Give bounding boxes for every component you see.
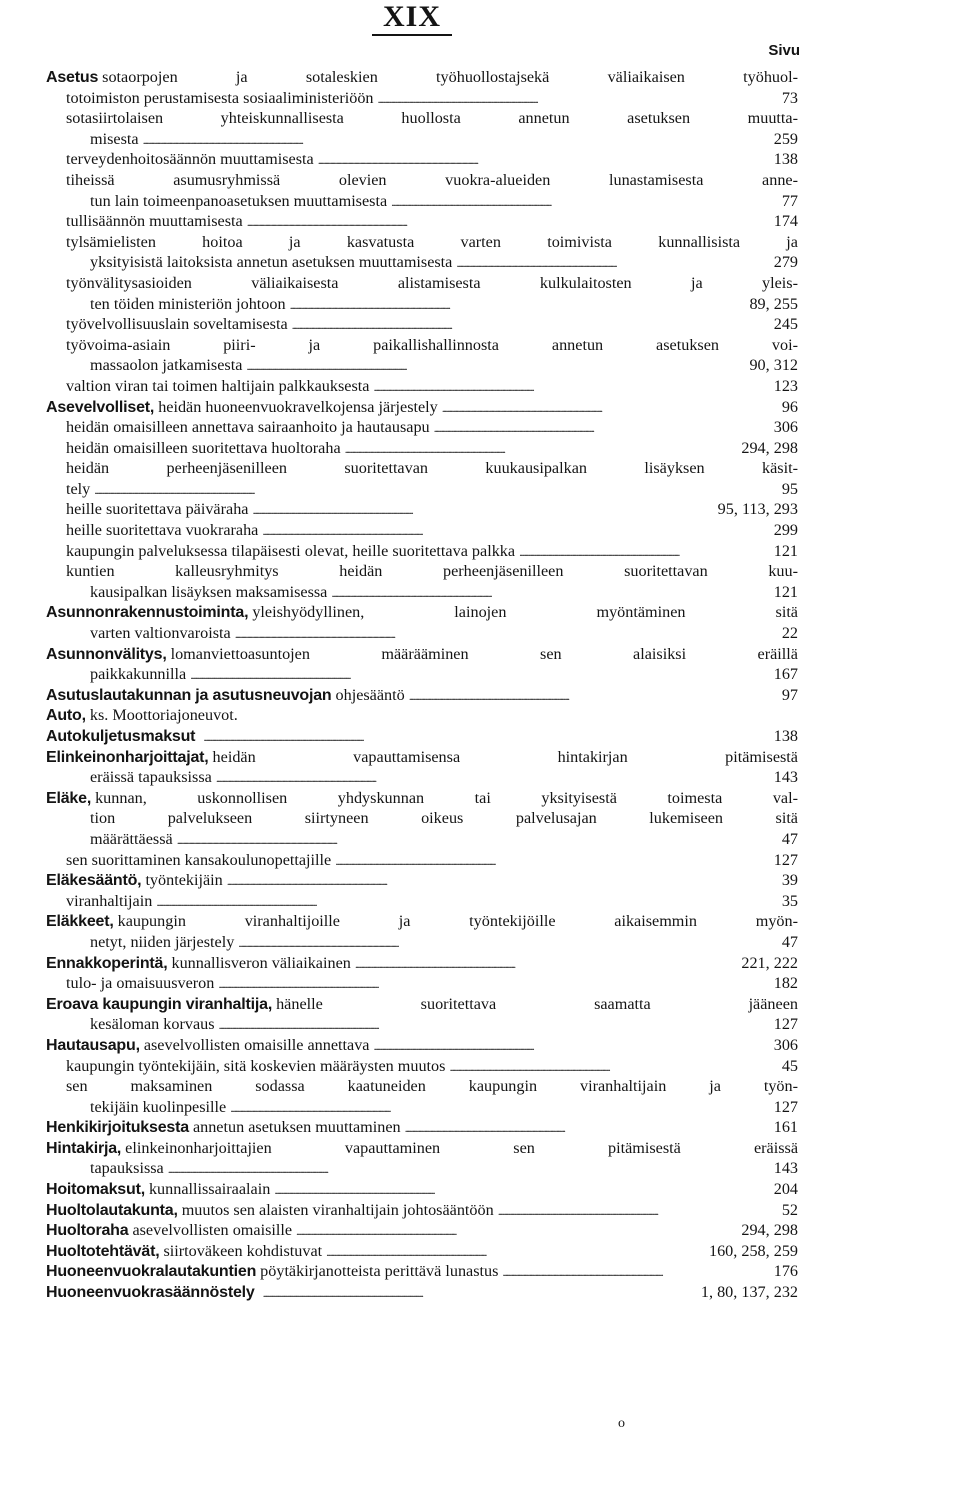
dot-leader xyxy=(502,1261,769,1282)
page-reference: 52 xyxy=(781,1200,798,1219)
dot-leader xyxy=(247,211,770,232)
entry-heading: Autokuljetusmaksut xyxy=(46,728,196,745)
page-reference: 22 xyxy=(781,624,798,643)
entry-text: lomanviettoasuntojen määrääminen sen alaisiksi eräillä xyxy=(170,644,798,663)
dot-leader xyxy=(227,870,778,891)
index-line xyxy=(46,767,798,788)
entry-text: kunnallisveron väliaikainen xyxy=(171,953,351,972)
entry-text: sen suorittaminen kansakoulunopettajille xyxy=(66,850,332,869)
index-line xyxy=(46,1014,798,1035)
dot-leader xyxy=(238,932,778,953)
dot-leader xyxy=(355,953,738,974)
page-reference: 143 xyxy=(773,768,798,787)
entry-heading: Ennakkoperintä, xyxy=(46,954,168,972)
index-line xyxy=(46,747,798,768)
entry-text: kaupungin viranhaltijoille ja työntekijöille aikaisemmin myön- xyxy=(117,912,798,931)
entry-heading: Hautausapu, xyxy=(46,1036,140,1054)
entry-text: hänelle suoritettava saamatta jääneen xyxy=(276,994,798,1013)
entry-text: kausipalkan lisäyksen maksamisessa xyxy=(90,582,328,601)
index-line xyxy=(46,602,798,623)
entry-heading: Hoitomaksut, xyxy=(46,1181,145,1199)
index-entries xyxy=(46,67,798,1303)
entry-text: heidän perheenjäsenilleen suoritettavan kuukausipalkan lisäyksen käsit- xyxy=(66,459,798,478)
index-line xyxy=(46,850,798,871)
page-reference: 167 xyxy=(773,665,798,684)
entry-text: heille suoritettava päiväraha xyxy=(66,500,249,519)
index-line xyxy=(46,953,798,974)
page-reference: 294, 298 xyxy=(741,438,798,457)
index-line xyxy=(46,355,798,376)
entry-text: asevelvollisten omaisille annettava xyxy=(143,1035,370,1054)
index-line xyxy=(46,973,798,994)
dot-leader xyxy=(345,438,738,459)
index-line xyxy=(46,479,798,500)
index-line xyxy=(46,582,798,603)
entry-text: misesta xyxy=(90,129,139,148)
entry-heading: Asetus xyxy=(46,69,99,86)
page-reference: 299 xyxy=(773,521,798,540)
entry-text: tiheissä asumusryhmissä olevien vuokra-alueiden lunastamisesta anne- xyxy=(66,170,798,189)
entry-heading: Asutuslautakunnan ja asutusneuvojan xyxy=(46,686,332,704)
entry-text: tun lain toimeenpanoasetuksen muuttamisesta xyxy=(90,191,388,210)
index-line xyxy=(46,252,798,273)
dot-leader xyxy=(235,623,778,644)
entry-heading: Auto, xyxy=(46,707,86,725)
entry-text: eräissä tapauksissa xyxy=(90,768,212,787)
dot-leader xyxy=(290,294,746,315)
index-line xyxy=(46,1056,798,1077)
index-line xyxy=(46,273,798,294)
dot-leader xyxy=(230,1097,770,1118)
entry-text: työnvälitysasioiden väliaikaisesta alistamisesta kulkulaitosten ja yleis- xyxy=(66,273,798,292)
page-reference: 121 xyxy=(773,541,798,560)
page-reference: 35 xyxy=(781,891,798,910)
page-reference: 279 xyxy=(773,253,798,272)
index-line xyxy=(46,88,798,109)
index-line xyxy=(46,1261,798,1282)
dot-leader xyxy=(252,499,713,520)
dot-leader xyxy=(326,1241,705,1262)
index-line xyxy=(46,1035,798,1056)
index-line xyxy=(46,129,798,150)
page-reference: 121 xyxy=(773,582,798,601)
entry-text: heidän omaisilleen suoritettava huoltoraha xyxy=(66,438,341,457)
index-line xyxy=(46,726,798,747)
entry-text: heidän vapauttamisensa hintakirjan pitämisestä xyxy=(212,747,798,766)
entry-text: heidän omaisilleen annettava sairaanhoito ja hautausapu xyxy=(66,418,430,437)
entry-text: heille suoritettava vuokraraha xyxy=(66,521,259,540)
dot-leader xyxy=(274,1179,769,1200)
page-reference: 73 xyxy=(781,88,798,107)
dot-leader xyxy=(373,376,769,397)
entry-text: terveydenhoitosäännön muuttamisesta xyxy=(66,150,314,169)
page-reference: 294, 298 xyxy=(741,1221,798,1240)
index-line xyxy=(46,438,798,459)
index-line xyxy=(46,1097,798,1118)
index-line xyxy=(46,1220,798,1241)
page-reference: 45 xyxy=(781,1056,798,1075)
entry-text: annetun asetuksen muuttaminen xyxy=(192,1118,401,1137)
entry-heading: Eroava kaupungin viranhaltija, xyxy=(46,995,273,1013)
page-reference: 39 xyxy=(781,871,798,890)
page-reference: 127 xyxy=(773,850,798,869)
entry-text: varten valtionvaroista xyxy=(90,624,231,643)
page-reference: 96 xyxy=(781,397,798,416)
entry-text: tulo- ja omaisuusveron xyxy=(66,974,215,993)
entry-text: sotasiirtolaisen yhteiskunnallisesta huollosta annetun asetuksen muutta- xyxy=(66,109,798,128)
dot-leader xyxy=(331,582,769,603)
index-line xyxy=(46,664,798,685)
entry-text: tion palvelukseen siirtyneen oikeus palvelusajan lukemiseen sitä xyxy=(90,809,798,828)
page-reference: 123 xyxy=(773,376,798,395)
entry-text: työvelvollisuuslain soveltamisesta xyxy=(66,315,288,334)
dot-leader xyxy=(456,252,769,273)
dot-leader xyxy=(94,479,778,500)
footer-mark: o xyxy=(618,1416,625,1431)
index-line xyxy=(46,335,798,356)
index-line xyxy=(46,397,798,418)
entry-text: yksityisistä laitoksista annetun asetuksen muuttamisesta xyxy=(90,253,453,272)
index-line xyxy=(46,932,798,953)
page-reference: 97 xyxy=(781,685,798,704)
page-reference: 77 xyxy=(781,191,798,210)
index-line xyxy=(46,170,798,191)
dot-leader xyxy=(216,767,770,788)
dot-leader xyxy=(296,1220,737,1241)
index-line xyxy=(46,149,798,170)
entry-text: viranhaltijain xyxy=(66,891,153,910)
entry-text: valtion viran tai toimen haltijain palkkauksesta xyxy=(66,376,370,395)
dot-leader xyxy=(292,314,770,335)
index-line xyxy=(46,1200,798,1221)
index-line xyxy=(46,417,798,438)
entry-text: asevelvollisten omaisille xyxy=(132,1221,293,1240)
entry-text: määrättäessä xyxy=(90,829,173,848)
index-line xyxy=(46,994,798,1015)
entry-text: tylsämielisten hoitoa ja kasvatusta varten toimivista kunnallisista ja xyxy=(66,232,798,251)
entry-heading: Huoneenvuokralautakuntien xyxy=(46,1263,257,1281)
entry-heading: Huoneenvuokrasäännöstely xyxy=(46,1284,255,1302)
index-line xyxy=(46,623,798,644)
entry-text: tely xyxy=(66,479,91,498)
entry-heading: Huoltolautakunta, xyxy=(46,1201,178,1219)
page-reference: 306 xyxy=(773,418,798,437)
entry-heading: Huoltoraha xyxy=(46,1222,129,1240)
index-line xyxy=(46,685,798,706)
page-reference: 138 xyxy=(773,727,798,745)
page-reference: 127 xyxy=(773,1015,798,1034)
page-reference: 182 xyxy=(773,974,798,993)
entry-heading: Henkikirjoituksesta xyxy=(46,1119,189,1137)
dot-leader xyxy=(168,1158,770,1179)
index-line xyxy=(46,1179,798,1200)
dot-leader xyxy=(434,417,770,438)
index-line xyxy=(46,1282,798,1303)
entry-heading: Elinkeinonharjoittajat, xyxy=(46,748,209,766)
page-reference: 95, 113, 293 xyxy=(717,500,798,519)
entry-text: työntekijäin xyxy=(145,871,223,890)
entry-heading: Hintakirja, xyxy=(46,1139,122,1157)
index-line xyxy=(46,520,798,541)
index-line xyxy=(46,705,798,726)
index-line xyxy=(46,314,798,335)
entry-text: muutos sen alaisten viranhaltijain johtosääntöön xyxy=(181,1200,494,1219)
index-line xyxy=(46,1241,798,1262)
index-line xyxy=(46,644,798,665)
index-line xyxy=(46,891,798,912)
index-line xyxy=(46,561,798,582)
dot-leader xyxy=(391,191,778,212)
dot-leader xyxy=(442,397,778,418)
dot-leader xyxy=(219,1014,770,1035)
entry-text: totoimiston perustamisesta sosiaaliministeriöön xyxy=(66,88,374,107)
entry-heading: Huoltotehtävät, xyxy=(46,1242,160,1260)
dot-leader xyxy=(449,1056,777,1077)
page-reference: 1, 80, 137, 232 xyxy=(700,1283,798,1302)
dot-leader xyxy=(262,520,769,541)
entry-text: ohjesääntö xyxy=(335,685,405,704)
index-line xyxy=(46,829,798,850)
dot-leader xyxy=(218,973,769,994)
entry-heading: Asunnonvälitys, xyxy=(46,645,167,663)
index-line xyxy=(46,67,798,88)
dot-leader xyxy=(373,1035,769,1056)
dot-leader xyxy=(318,149,770,170)
index-line xyxy=(46,788,798,809)
index-line xyxy=(46,211,798,232)
dot-leader xyxy=(409,685,778,706)
index-line xyxy=(46,1138,798,1159)
entry-text: kaupungin työntekijäin, sitä koskevien määräysten muutos xyxy=(66,1056,446,1075)
entry-text: elinkeinonharjoittajien vapauttaminen sen pitämisestä eräissä xyxy=(125,1138,798,1157)
page-reference: 221, 222 xyxy=(741,953,798,972)
dot-leader xyxy=(203,726,769,747)
index-line xyxy=(46,108,798,129)
dot-leader xyxy=(335,850,769,871)
page-reference: 143 xyxy=(773,1159,798,1178)
page-reference: 174 xyxy=(773,212,798,231)
entry-text: heidän huoneenvuokravelkojensa järjestely xyxy=(158,397,438,416)
page-number: XIX xyxy=(372,0,452,36)
page-reference: 306 xyxy=(773,1035,798,1054)
page-reference: 160, 258, 259 xyxy=(708,1241,798,1260)
index-line xyxy=(46,870,798,891)
page-reference: 47 xyxy=(781,829,798,848)
entry-heading: Eläke, xyxy=(46,789,92,807)
column-header-sivu: Sivu xyxy=(768,42,800,59)
entry-text: yleishyödyllinen, lainojen myöntäminen sitä xyxy=(252,603,798,622)
entry-text: sotaorpojen ja sotaleskien työhuollostajsekä väliaikaisen työhuol- xyxy=(102,68,798,86)
entry-text: kesäloman korvaus xyxy=(90,1015,215,1034)
entry-text: työvoima-asiain piiri- ja paikallishallinnosta annetun asetuksen voi- xyxy=(66,335,798,354)
index-line xyxy=(46,1117,798,1138)
index-line xyxy=(46,1076,798,1097)
page-reference: 138 xyxy=(773,150,798,169)
page-reference: 127 xyxy=(773,1097,798,1116)
entry-text: massaolon jatkamisesta xyxy=(90,356,243,375)
dot-leader xyxy=(156,891,778,912)
entry-text: kaupungin palveluksessa tilapäisesti olevat, heille suoritettava palkka xyxy=(66,541,516,560)
dot-leader xyxy=(143,129,770,150)
dot-leader xyxy=(378,88,778,109)
entry-text: siirtoväkeen kohdistuvat xyxy=(163,1241,323,1260)
index-line xyxy=(46,499,798,520)
entry-text: kunnallissairaalain xyxy=(148,1180,271,1199)
dot-leader xyxy=(246,355,745,376)
dot-leader xyxy=(263,1282,697,1303)
page-reference: 259 xyxy=(773,129,798,148)
dot-leader xyxy=(177,829,778,850)
dot-leader xyxy=(190,664,770,685)
entry-text: kuntien kalleusryhmitys heidän perheenjäsenilleen suoritettavan kuu- xyxy=(66,562,798,581)
entry-text: sen maksaminen sodassa kaatuneiden kaupungin viranhaltijain ja työn- xyxy=(66,1077,798,1096)
page-reference: 95 xyxy=(781,479,798,498)
entry-text: tapauksissa xyxy=(90,1159,164,1178)
entry-text: ten töiden ministeriön johtoon xyxy=(90,294,286,313)
entry-text: ks. Moottoriajoneuvot. xyxy=(89,706,238,725)
index-line xyxy=(46,191,798,212)
page-reference: 90, 312 xyxy=(749,356,798,375)
dot-leader xyxy=(498,1200,778,1221)
page-reference: 176 xyxy=(773,1262,798,1281)
dot-leader xyxy=(519,541,770,562)
index-line xyxy=(46,458,798,479)
index-line xyxy=(46,232,798,253)
page-reference: 47 xyxy=(781,932,798,951)
index-line xyxy=(46,1158,798,1179)
page-reference: 245 xyxy=(773,315,798,334)
dot-leader xyxy=(405,1117,770,1138)
entry-text: tekijäin kuolinpesille xyxy=(90,1097,227,1116)
index-line xyxy=(46,541,798,562)
entry-heading: Asevelvolliset, xyxy=(46,398,155,416)
index-line xyxy=(46,294,798,315)
page-reference: 161 xyxy=(773,1118,798,1137)
index-line xyxy=(46,911,798,932)
entry-heading: Eläkkeet, xyxy=(46,913,114,931)
entry-heading: Eläkesääntö, xyxy=(46,872,142,890)
entry-text: tullisäännön muuttamisesta xyxy=(66,212,243,231)
page-reference: 89, 255 xyxy=(749,294,798,313)
entry-text: netyt, niiden järjestely xyxy=(90,932,235,951)
page-reference: 204 xyxy=(773,1180,798,1199)
index-line xyxy=(46,808,798,829)
entry-text: pöytäkirjanotteista perittävä lunastus xyxy=(260,1262,499,1281)
entry-heading: Asunnonrakennustoiminta, xyxy=(46,604,249,622)
entry-text: paikkakunnilla xyxy=(90,665,187,684)
entry-text: kunnan, uskonnollisen yhdyskunnan tai yksityisestä toimesta val- xyxy=(95,788,798,807)
index-line xyxy=(46,376,798,397)
